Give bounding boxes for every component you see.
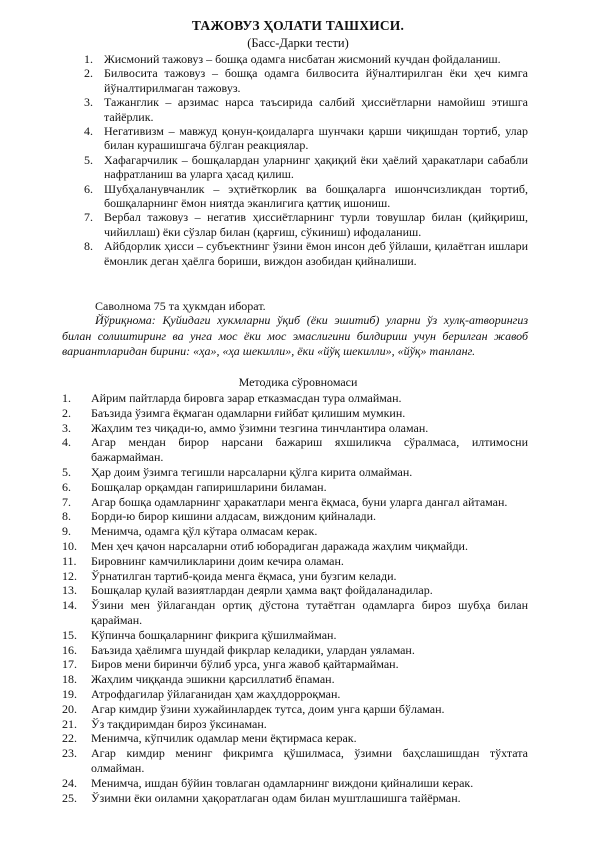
question-item-text: Ўзини мен ўйлагандан ортиқ дўстона тутаётган одамларга бироз шубҳа билан қарайман. [91,598,528,627]
question-item-number: 23. [62,746,77,761]
question-item [62,583,528,598]
definition-item-text: Хафагарчилик – бошқалардан уларнинг ҳақиқий ёки ҳаёлий ҳаракатлари сабабли нафратланиш ва уларга ҳасад қилиш. [104,152,528,182]
question-item-text: Кўпинча бошқаларнинг фикрига қўшилмайман. [91,627,337,642]
definition-item-text: Шубҳаланувчанлик – эҳтиёткорлик ва бошқаларга ишончсизликдан тортиб, бошқаларнинг ёмон ниятда эканлигига қаттиқ ишониш. [104,181,528,211]
question-item [62,539,528,554]
questionnaire-note: Саволнома 75 та ҳукмдан иборат. [95,299,266,313]
definition-item-number: 8. [84,239,93,254]
definition-item-text: Жисмоний тажовуз – бошқа одамга нисбатан жисмоний кучдан фойдаланиш. [104,52,501,66]
question-item-number: 3. [62,420,71,435]
document-subtitle: (Басс-Дарки тести) [247,36,349,50]
question-item-number: 12. [62,568,77,583]
question-item-number: 25. [62,790,77,805]
question-item-text: Агар бошқа одамларнинг ҳаракатлари менга ёқмаса, буни уларга дангал айтаман. [91,494,508,509]
definition-list [80,52,528,268]
question-item-number: 5. [62,464,71,479]
method-title: Методика сўровномаси [238,375,358,389]
question-item-number: 21. [62,716,77,731]
question-item-number: 13. [62,583,77,598]
question-item [62,465,528,480]
question-item-text: Жаҳлим чиққанда эшикни қарсиллатиб ёпаман. [91,672,335,687]
question-item-number: 19. [62,686,77,701]
question-item-text: Айрим пайтларда бировга зарар етказмасдан тура олмайман. [91,391,402,405]
question-item-number: 22. [62,731,77,746]
question-item [62,598,528,628]
question-item [62,731,528,746]
question-item-text: Мен ҳеч қачон нарсаларни отиб юборадиган даражада жаҳлим чиқмайди. [91,538,468,553]
question-item-text: Ҳар доим ўзимга тегишли нарсаларни қўлга кирита олмайман. [91,464,413,479]
instruction-text: Қуйидаги хукмларни ўқиб (ёки эшитиб) уларни ўз хулқ-атворингиз билан солиштиринг ва унга мос ёки мос эмаслигини билдириш учун берилган жавоб вариантларидан бирини: «ҳа», «ҳа шекилли», ёки «йўқ шекилли», «йўқ» танланг. [62,313,529,358]
question-item [62,554,528,569]
definition-item [80,239,528,268]
question-item-text: Баъзида ўзимга ёқмаган одамларни ғийбат қилишим мумкин. [91,405,406,420]
question-item-number: 20. [62,701,77,716]
question-item [62,509,528,524]
question-item [62,791,528,806]
definition-item [80,66,528,95]
question-item [62,702,528,717]
question-item-number: 2. [62,405,71,420]
question-item-text: Борди-ю бирор кишини алдасам, виждоним қийналади. [91,509,377,524]
question-item-number: 14. [62,598,77,613]
definition-item-text: Билвосита тажовуз – бошқа одамга билвосита йўналтирилган ёки ҳеч кимга йўналтирилмаган тажовуз. [104,66,528,95]
instruction-block [62,313,528,360]
question-item-number: 18. [62,672,77,687]
question-item-number: 7. [62,494,71,509]
definition-item-number: 7. [84,210,93,225]
question-item-text: Агар кимдир менинг фикримга қўшилмаса, ўзимни баҳслашишдан тўхтата олмайман. [91,746,528,775]
definition-item-number: 6. [84,181,93,196]
instruction-label: Йўриқнома: [95,313,156,327]
question-list [62,391,528,805]
question-item [62,672,528,687]
question-item [62,435,528,465]
question-item-text: Биров мени биринчи бўлиб урса, унга жавоб қайтармайман. [91,657,399,672]
question-item [62,406,528,421]
question-item-number: 10. [62,538,77,553]
question-item [62,657,528,672]
definition-item [80,52,528,66]
question-item [62,746,528,776]
question-item [62,643,528,658]
definition-item [80,153,528,182]
question-item-text: Жаҳлим тез чиқади-ю, аммо ўзимни тезгина тинчлантира оламан. [91,420,429,435]
question-item-number: 16. [62,642,77,657]
question-item-text: Атрофдагилар ўйлаганидан ҳам жаҳлдорроқман. [91,686,341,701]
question-item [62,776,528,791]
question-item-number: 9. [62,524,71,539]
definition-item [80,210,528,239]
question-item-number: 17. [62,657,77,672]
definition-item-number: 5. [84,152,93,167]
definition-item-text: Айбдорлик ҳисси – субъектнинг ўзини ёмон инсон деб ўйлаши, қилаётган ишлари ёмонлик деган ҳаёлга бориши, виждон азобидан қийналиши. [104,239,528,268]
question-item [62,495,528,510]
question-item-text: Бошқалар орқамдан гапиришларини биламан. [91,479,327,494]
question-item-number: 11. [62,553,77,568]
question-item [62,687,528,702]
question-item [62,628,528,643]
question-item-text: Менимча, ишдан бўйин товлаган одамларнинг виждони қийналиши керак. [91,775,474,790]
question-item-text: Баъзида ҳаёлимга шундай фикрлар келадики, улардан уяламан. [91,642,415,657]
definition-item-text: Тажанглик – арзимас нарса таъсирида салбий ҳиссиётларни намойиш этишга тайёрлик. [104,95,528,124]
definition-item [80,124,528,153]
question-item-number: 24. [62,775,77,790]
question-item-number: 15. [62,627,77,642]
definition-item-text: Негативизм – мавжуд қонун-қоидаларга шунчаки қарши чиқишдан тортиб, улар билан курашишгача бўлган реакциялар. [104,124,528,153]
definition-item-text: Вербал тажовуз – негатив ҳиссиётларнинг турли товушлар билан (қийқириш, чийиллаш) ёки сўзлар билан (қарғиш, сўкиниш) ифодаланиш. [104,210,528,239]
question-item-text: Бошқалар қулай вазиятлардан деярли ҳамма вақт фойдаланадилар. [91,583,433,598]
definition-item-number: 4. [84,124,93,139]
question-item-text: Бировнинг камчиликларини доим кечира оламан. [91,553,344,568]
question-item [62,717,528,732]
question-item-text: Агар мендан бирор нарсани бажариш яхшиликча сўралмаса, илтимосни бажармайман. [91,435,528,465]
question-item-text: Ўз тақдиримдан бироз ўксинаман. [91,716,267,731]
question-item-number: 4. [62,435,71,450]
question-item [62,480,528,495]
question-item [62,524,528,539]
question-item-number: 8. [62,509,71,524]
definition-item [80,95,528,124]
question-item-text: Ўрнатилган тартиб-қоида менга ёқмаса, уни бузгим келади. [91,568,397,583]
question-item [62,569,528,584]
definition-item-number: 3. [84,95,93,110]
question-item [62,421,528,436]
question-item-text: Агар кимдир ўзини хужайинлардек тутса, доим унга қарши бўламан. [91,701,445,716]
definition-item-number: 2. [84,66,93,81]
definition-item [80,182,528,211]
document-title: ТАЖОВУЗ ҲОЛАТИ ТАШХИСИ. [191,18,405,33]
question-item-text: Менимча, кўпчилик одамлар мени ёқтирмаса керак. [91,731,357,746]
question-item-text: Ўзимни ёки оиламни ҳақоратлаган одам билан муштлашишга тайёрман. [91,790,461,805]
definition-item-number: 1. [84,52,93,66]
question-item-text: Менимча, одамга қўл кўтара олмасам керак. [91,524,318,539]
question-item-number: 1. [62,391,71,405]
question-item-number: 6. [62,479,71,494]
question-item [62,391,528,406]
